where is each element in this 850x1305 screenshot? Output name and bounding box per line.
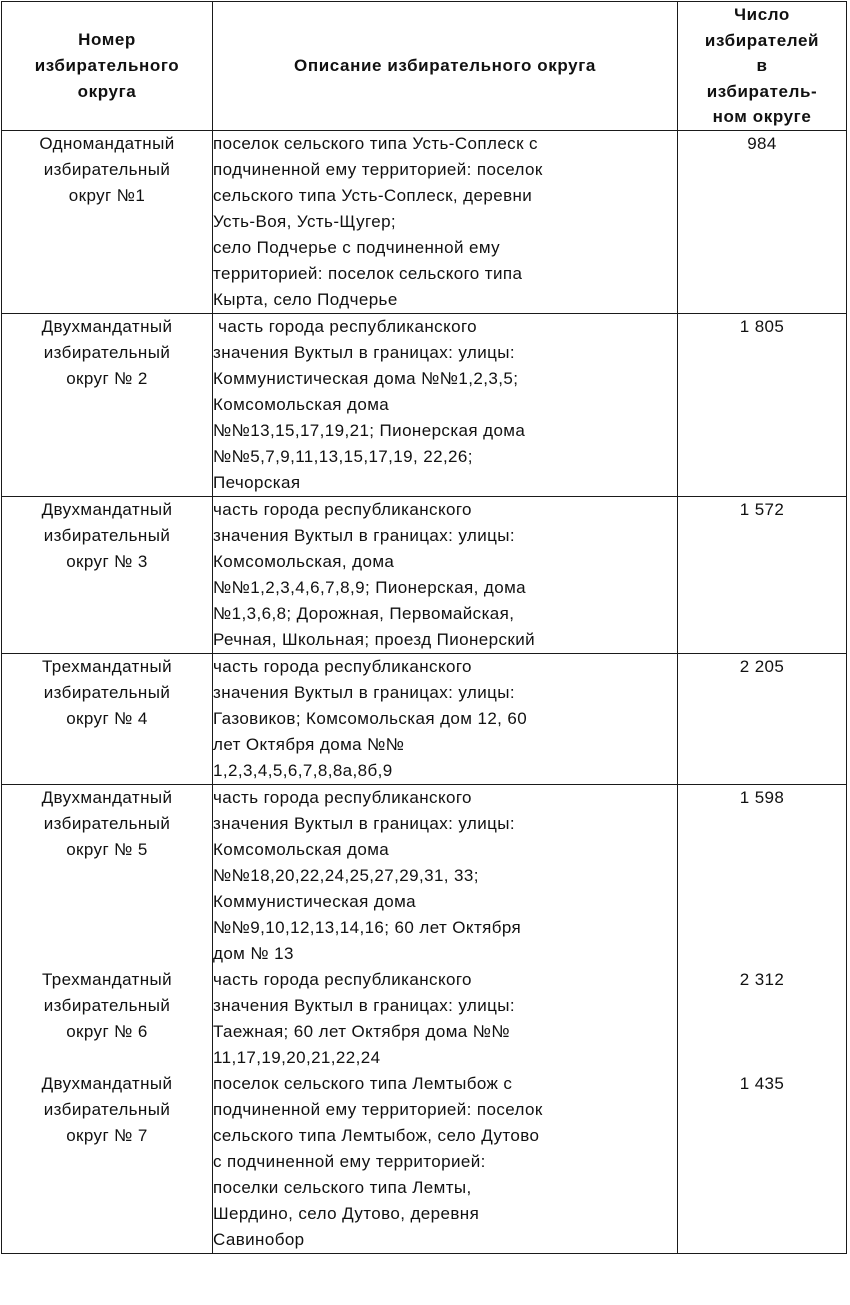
voter-count-cell: 984 [678, 131, 847, 314]
district-description-cell [213, 785, 678, 968]
voter-count-cell: 1 598 [678, 785, 847, 968]
district-number-line: округ № 6 [66, 1022, 148, 1041]
description-line: сельского типа Лемтыбож, село Дутово [213, 1126, 540, 1145]
header-line: избирателей [704, 30, 820, 50]
district-number-line: округ № 4 [66, 709, 148, 728]
description-line: Комсомольская, дома [213, 552, 395, 571]
description-line: село Подчерье с подчиненной ему [213, 238, 501, 257]
district-number-line: округ № 5 [66, 840, 148, 859]
description-line: значения Вуктыл в границах: улицы: [213, 683, 516, 702]
description-line: сельского типа Усть-Соплеск, деревни [213, 186, 533, 205]
district-number-line: Трехмандатный [41, 657, 173, 676]
description-line: поселки сельского типа Лемты, [213, 1178, 472, 1197]
district-number-line: Одномандатный [39, 134, 175, 153]
table-header-row [2, 2, 847, 131]
district-description-cell [213, 497, 678, 654]
description-line: территорией: поселок сельского типа [213, 264, 523, 283]
description-line: значения Вуктыл в границах: улицы: [213, 343, 516, 362]
description-line: часть города республиканского [213, 970, 472, 989]
description-line: часть города республиканского [213, 657, 472, 676]
table-row [2, 497, 847, 654]
header-line: Номер [78, 30, 136, 49]
table-row [2, 314, 847, 497]
header-voter-count [678, 2, 847, 131]
voter-count-cell: 2 312 [678, 967, 847, 1071]
header-line: избиратель- [706, 81, 818, 101]
description-line: Таежная; 60 лет Октября дома №№ [213, 1022, 511, 1041]
description-line: Шердино, село Дутово, деревня [213, 1204, 480, 1223]
district-number-line: Трехмандатный [41, 970, 173, 989]
district-number-cell [2, 967, 213, 1071]
district-number-line: Двухмандатный [41, 788, 173, 807]
district-description-cell [213, 654, 678, 785]
description-line: часть города республиканского [213, 500, 472, 519]
district-description-cell [213, 967, 678, 1071]
table-row [2, 1071, 847, 1254]
header-district-number [2, 2, 213, 131]
district-number-cell [2, 1071, 213, 1254]
district-description-cell [213, 1071, 678, 1254]
description-line: №№9,10,12,13,14,16; 60 лет Октября [213, 918, 522, 937]
district-number-cell [2, 497, 213, 654]
description-line: 1,2,3,4,5,6,7,8,8а,8б,9 [213, 761, 393, 780]
district-number-line: округ №1 [68, 186, 146, 205]
description-line: Усть-Воя, Усть-Щугер; [213, 212, 397, 231]
header-line: в [756, 56, 768, 76]
header-line: избирательного [34, 56, 180, 75]
voter-count-cell: 1 805 [678, 314, 847, 497]
district-description-cell [213, 314, 678, 497]
description-line: поселок сельского типа Усть-Соплеск с [213, 134, 538, 153]
district-description-cell [213, 131, 678, 314]
district-number-line: избирательный [43, 160, 171, 179]
description-line: Речная, Школьная; проезд Пионерский [213, 630, 536, 649]
table-row [2, 131, 847, 314]
table-row [2, 967, 847, 1071]
header-line: Число [734, 5, 790, 25]
table-row [2, 785, 847, 968]
description-line: часть города республиканского [213, 788, 472, 807]
district-number-line: округ № 7 [66, 1126, 148, 1145]
description-line: №№13,15,17,19,21; Пионерская дома [213, 421, 526, 440]
description-line: №1,3,6,8; Дорожная, Первомайская, [213, 604, 515, 623]
description-line: Печорская [213, 473, 301, 492]
district-number-line: Двухмандатный [41, 1074, 173, 1093]
district-number-line: избирательный [43, 343, 171, 362]
description-line: Комсомольская дома [213, 840, 390, 859]
district-number-cell [2, 785, 213, 968]
district-number-line: Двухмандатный [41, 500, 173, 519]
voter-count-cell: 1 572 [678, 497, 847, 654]
description-line: Комсомольская дома [213, 395, 390, 414]
description-line: дом № 13 [213, 944, 294, 963]
description-line: значения Вуктыл в границах: улицы: [213, 814, 516, 833]
description-line: лет Октября дома №№ [213, 735, 405, 754]
district-number-line: округ № 3 [66, 552, 148, 571]
description-line: Савинобор [213, 1230, 305, 1249]
header-district-description [213, 2, 678, 131]
district-number-cell [2, 131, 213, 314]
description-line: №№18,20,22,24,25,27,29,31, 33; [213, 866, 479, 885]
description-line: значения Вуктыл в границах: улицы: [213, 996, 516, 1015]
header-line: Описание избирательного округа [294, 56, 596, 75]
header-line: ном округе [712, 107, 812, 127]
district-number-line: избирательный [43, 814, 171, 833]
description-line: №№1,2,3,4,6,7,8,9; Пионерская, дома [213, 578, 527, 597]
district-number-line: Двухмандатный [41, 317, 173, 336]
description-line: с подчиненной ему территорией: [213, 1152, 486, 1171]
description-line: Газовиков; Комсомольская дом 12, 60 [213, 709, 528, 728]
description-line: подчиненной ему территорией: поселок [213, 160, 543, 179]
district-number-line: избирательный [43, 1100, 171, 1119]
district-number-line: избирательный [43, 526, 171, 545]
description-line: поселок сельского типа Лемтыбож с [213, 1074, 513, 1093]
description-line: часть города республиканского [213, 317, 478, 336]
description-line: подчиненной ему территорией: поселок [213, 1100, 543, 1119]
header-line: округа [77, 82, 137, 101]
voter-count-cell: 2 205 [678, 654, 847, 785]
description-line: Коммунистическая дома [213, 892, 417, 911]
description-line: значения Вуктыл в границах: улицы: [213, 526, 516, 545]
district-number-cell [2, 314, 213, 497]
description-line: 11,17,19,20,21,22,24 [213, 1048, 381, 1067]
description-line: Коммунистическая дома №№1,2,3,5; [213, 369, 519, 388]
district-number-line: округ № 2 [66, 369, 148, 388]
description-line: №№5,7,9,11,13,15,17,19, 22,26; [213, 447, 473, 466]
district-number-cell [2, 654, 213, 785]
district-number-line: избирательный [43, 996, 171, 1015]
description-line: Кырта, село Подчерье [213, 290, 398, 309]
table-row [2, 654, 847, 785]
voter-count-cell: 1 435 [678, 1071, 847, 1254]
district-number-line: избирательный [43, 683, 171, 702]
electoral-districts-table [1, 1, 847, 1254]
